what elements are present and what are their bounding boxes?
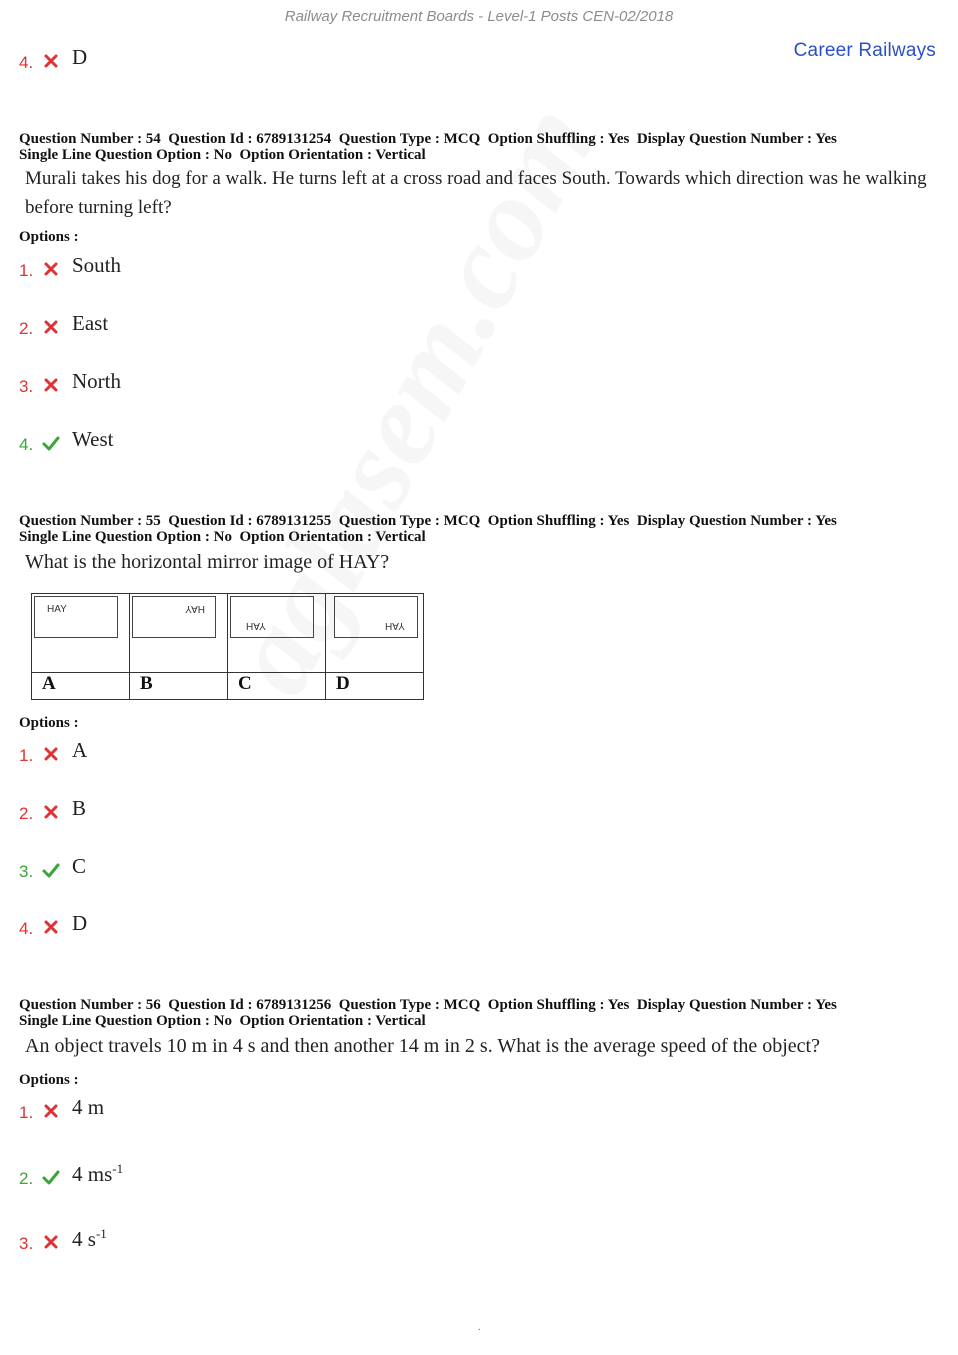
document-header: Railway Recruitment Boards - Level-1 Posts CEN-02/2018 — [284, 8, 674, 25]
figure-label: A — [32, 673, 130, 700]
meta-line: Question Number : 55 Question Id : 6789131255 Question Type : MCQ Option Shuffling : Yes Display Question Number : Yes — [19, 513, 837, 529]
check-icon — [41, 1167, 61, 1187]
option-number: 3. — [19, 862, 34, 881]
question-54-text — [25, 164, 927, 222]
option-text — [72, 1226, 107, 1252]
figure-word: YAH — [385, 620, 405, 631]
figure-cell — [326, 594, 424, 673]
option-text: D — [72, 911, 88, 935]
question-56-text — [25, 1032, 820, 1061]
option-text: East — [72, 311, 109, 335]
question-text-line: What is the horizontal mirror image of HAY? — [25, 551, 390, 573]
cross-icon — [41, 1232, 61, 1252]
figure-word: HAY — [246, 620, 266, 631]
question-56-meta — [19, 997, 837, 1029]
mirror-figure-table — [31, 593, 424, 700]
option-text: West — [72, 427, 114, 451]
meta-line: Single Line Question Option : No Option Orientation : Vertical — [19, 529, 426, 545]
figure-word: YAH — [185, 603, 205, 614]
cross-icon — [41, 744, 61, 764]
option-text: D — [72, 45, 88, 69]
figure-cell — [32, 594, 130, 673]
question-text-line: before turning left? — [25, 197, 172, 218]
cross-icon — [41, 317, 61, 337]
meta-line: Single Line Question Option : No Option Orientation : Vertical — [19, 1013, 426, 1029]
option-exponent: -1 — [112, 1161, 124, 1176]
check-icon — [41, 433, 61, 453]
option-text: South — [72, 253, 122, 277]
option-number: 3. — [19, 377, 34, 396]
cross-icon — [41, 375, 61, 395]
figure-box — [334, 596, 418, 638]
option-text: B — [72, 796, 87, 820]
figure-cell — [228, 594, 326, 673]
option-text — [72, 1161, 123, 1187]
figure-label: D — [326, 673, 424, 700]
option-number: 4. — [19, 919, 34, 938]
options-label: Options : — [19, 1072, 79, 1088]
option-number: 2. — [19, 319, 34, 338]
question-55-text — [25, 548, 389, 577]
options-label: Options : — [19, 229, 79, 245]
question-54-meta — [19, 131, 837, 163]
question-55-meta — [19, 513, 837, 545]
figure-box — [34, 596, 118, 638]
meta-line: Single Line Question Option : No Option Orientation : Vertical — [19, 147, 426, 163]
option-number: 1. — [19, 746, 34, 765]
figure-cell — [130, 594, 228, 673]
option-number: 1. — [19, 1103, 34, 1122]
figure-label: C — [228, 673, 326, 700]
figure-label: B — [130, 673, 228, 700]
cross-icon — [41, 259, 61, 279]
cross-icon — [41, 917, 61, 937]
question-text-line: An object travels 10 m in 4 s and then another 14 m in 2 s. What is the average speed of the object? — [25, 1035, 820, 1057]
option-number: 1. — [19, 261, 34, 280]
brand-label: Career Railways — [793, 40, 936, 61]
cross-icon — [41, 802, 61, 822]
option-number: 4. — [19, 53, 34, 72]
cross-icon — [41, 1101, 61, 1121]
question-text-line: Murali takes his dog for a walk. He turns left at a cross road and faces South. Towards which direction was he walking — [25, 168, 927, 189]
option-exponent: -1 — [95, 1226, 107, 1241]
option-number: 4. — [19, 435, 34, 454]
option-text: 4 m — [72, 1095, 105, 1119]
option-number: 2. — [19, 1169, 34, 1188]
option-base: 4 ms — [72, 1162, 113, 1186]
option-number: 2. — [19, 804, 34, 823]
meta-line: Question Number : 56 Question Id : 6789131256 Question Type : MCQ Option Shuffling : Yes Display Question Number : Yes — [19, 997, 837, 1013]
cross-icon — [41, 51, 61, 71]
figure-box — [230, 596, 314, 638]
page-footer-mark: . — [478, 1322, 481, 1333]
option-text: C — [72, 854, 87, 878]
check-icon — [41, 860, 61, 880]
option-text: A — [72, 738, 88, 762]
options-label: Options : — [19, 715, 79, 731]
figure-box — [132, 596, 216, 638]
option-base: 4 s — [72, 1227, 96, 1251]
option-text: North — [72, 369, 121, 393]
figure-word: HAY — [47, 604, 67, 615]
meta-line: Question Number : 54 Question Id : 6789131254 Question Type : MCQ Option Shuffling : Yes Display Question Number : Yes — [19, 131, 837, 147]
option-number: 3. — [19, 1234, 34, 1253]
